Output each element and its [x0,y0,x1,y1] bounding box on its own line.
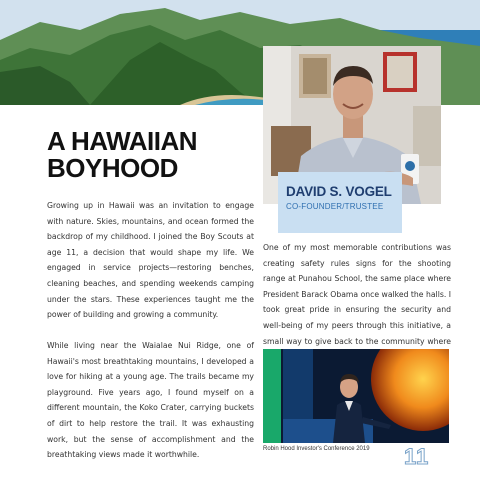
paragraph-hiking: While living near the Waialae Nui Ridge, one of Hawaii's most breathtaking mountains, I developed a love for hiking at a young age. The trails became my playground. Five years ago, I found myself on a different mountain, the Koko Crater, carrying buckets of dirt to help restore the trail. It was exhausting work, but the sense of accomplishment and the breathtaking views made it worthwhile. [47,341,254,460]
page-title [47,128,247,182]
conference-photo [263,349,449,443]
person-name: DAVID S. VOGEL [286,184,392,199]
paragraph-boy-scouts: Growing up in Hawaii was an invitation to engage with nature. Skies, mountains, and ocean formed the backdrop of my childhood. I joined the Boy Scouts at age 11, a decision that would shape my life. We engaged in service projects—restoring benches, cleaning beaches, and spending weekends camping under the stars. These experiences taught me the power of building and growing a community. [47,201,254,320]
name-card [278,172,402,233]
title-line-2: BOYHOOD [47,153,178,183]
page-number: 11 [404,444,430,469]
title-line-1: A HAWAIIAN [47,126,198,156]
photo-caption: Robin Hood Investor's Conference 2019 [263,446,370,452]
paragraph-safety-signs: One of my most memorable contributions was creating safety rules signs for the shooting range at Punahou School, the same place where President Barack Obama once walked the halls. I took great pride in ensuring the security and well-being of my peers through this initiative, a small way to give back to the community where [263,243,451,346]
person-role: CO-FOUNDER/TRUSTEE [286,202,384,211]
